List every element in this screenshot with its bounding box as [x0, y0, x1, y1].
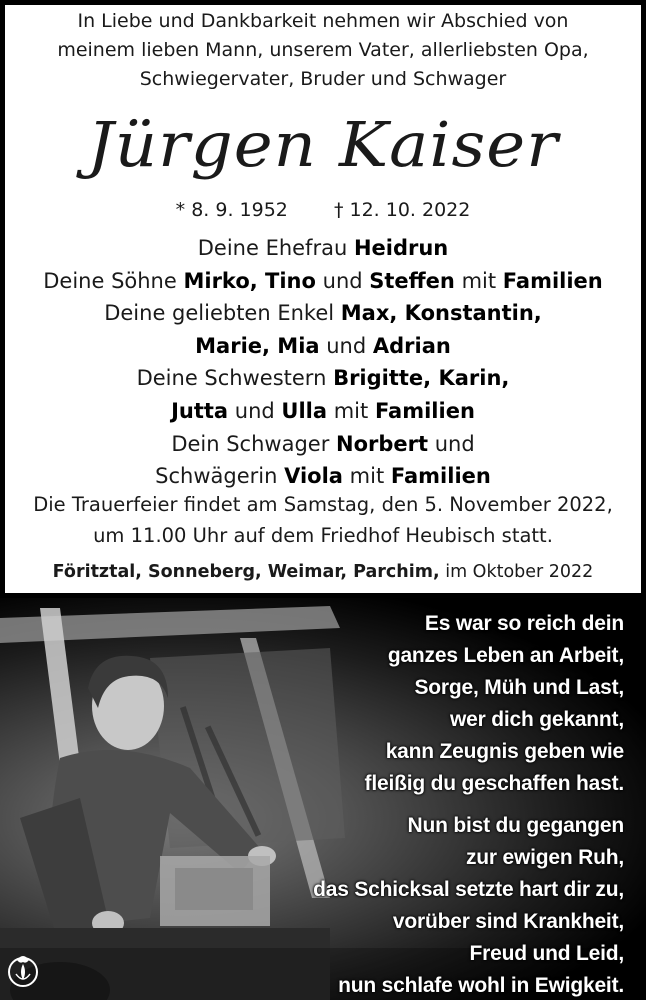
mourner-line: Deine Schwestern Brigitte, Karin, — [136, 366, 510, 391]
poem-line: nun schlafe wohl in Ewigkeit. — [338, 974, 624, 997]
intro-line: meinem lieben Mann, unserem Vater, allerliebsten Opa, — [57, 39, 589, 61]
poem-line: Freud und Leid, — [469, 942, 624, 965]
mourner-line: Jutta und Ulla mit Familien — [171, 398, 475, 423]
obituary-notice — [5, 5, 641, 593]
memorial-emblem-icon — [6, 950, 40, 990]
deceased-name: Jürgen Kaiser — [87, 108, 559, 181]
poem-line: kann Zeugnis geben wie — [385, 740, 624, 763]
intro-line: In Liebe und Dankbarkeit nehmen wir Abschied von — [77, 10, 569, 32]
mourner-line: Dein Schwager Norbert und — [171, 431, 475, 456]
memorial-photo-section — [0, 598, 646, 1000]
mourners-list — [5, 232, 641, 493]
memorial-poem — [264, 608, 624, 1000]
ceremony-line: um 11.00 Uhr auf dem Friedhof Heubisch statt. — [93, 524, 553, 547]
poem-line: ganzes Leben an Arbeit, — [387, 644, 624, 667]
intro-text — [5, 7, 641, 94]
poem-line: zur ewigen Ruh, — [465, 846, 624, 869]
intro-line: Schwiegervater, Bruder und Schwager — [139, 68, 507, 90]
poem-line: wer dich gekannt, — [450, 708, 624, 731]
mourner-line: Deine Söhne Mirko, Tino und Steffen mit Familien — [43, 268, 603, 293]
mourner-line: Deine geliebten Enkel Max, Konstantin, — [104, 301, 542, 326]
life-dates — [5, 195, 641, 225]
poem-line: Nun bist du gegangen — [407, 814, 624, 837]
ceremony-line: Die Trauerfeier findet am Samstag, den 5. November 2022, — [33, 493, 613, 516]
mourner-line: Marie, Mia und Adrian — [195, 333, 451, 358]
place-date — [5, 560, 641, 584]
poem-line: das Schicksal setzte hart dir zu, — [313, 878, 624, 901]
death-date: † 12. 10. 2022 — [333, 199, 471, 221]
poem-line: vorüber sind Krankheit, — [392, 910, 624, 933]
poem-line: fleißig du geschaffen hast. — [364, 772, 624, 795]
places: Föritztal, Sonneberg, Weimar, Parchim, — [52, 562, 440, 582]
mourner-line: Deine Ehefrau Heidrun — [197, 236, 449, 260]
mourner-line: Schwägerin Viola mit Familien — [155, 464, 491, 489]
ceremony-info — [5, 489, 641, 551]
birth-date: * 8. 9. 1952 — [175, 199, 288, 221]
poem-line: Sorge, Müh und Last, — [414, 676, 624, 699]
poem-line: Es war so reich dein — [424, 612, 624, 635]
month: im Oktober 2022 — [439, 562, 594, 582]
